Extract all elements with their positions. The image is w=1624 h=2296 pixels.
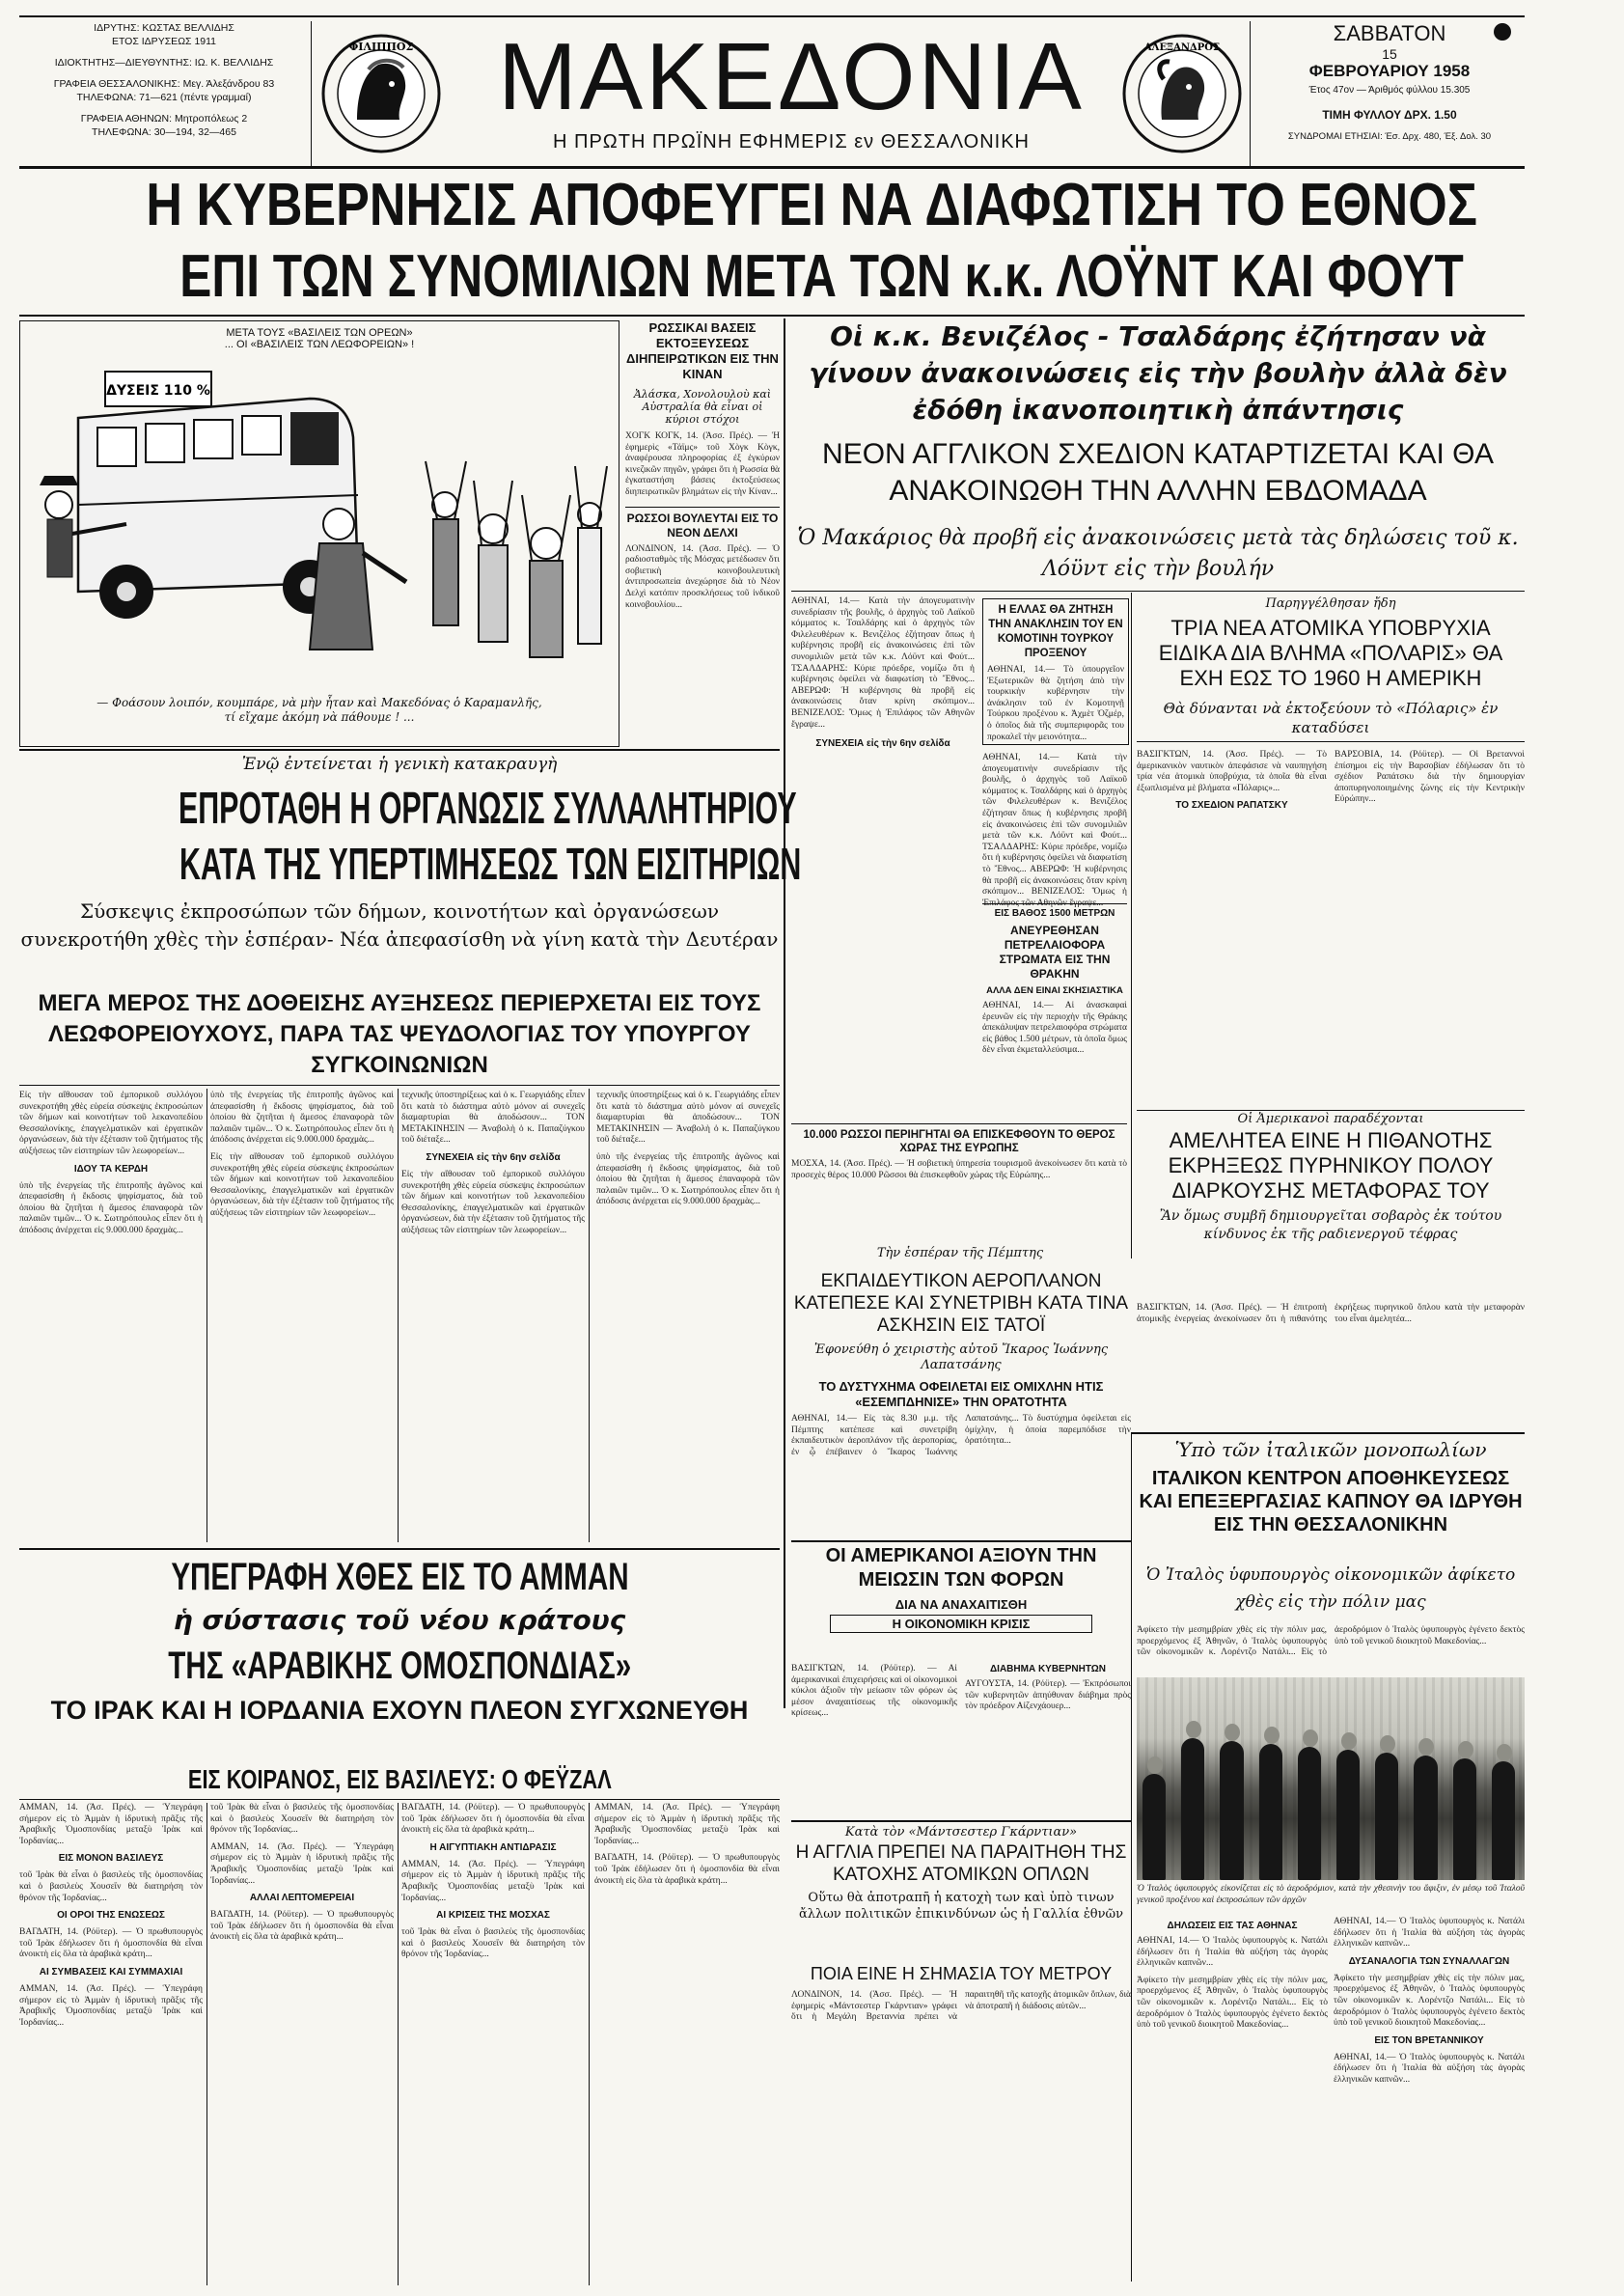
tobacco-sub-3: ΔΥΣΑΝΑΛΟΓΙΑ ΤΩΝ ΣΥΝΑΛΛΑΓΩΝ xyxy=(1348,1955,1510,1967)
taxes-body: ΒΑΣΙΓΚΤΩΝ, 14. (Ρόϋτερ). — Αἱ ἀμερικανικαὶ ἐπιχειρήσεις καὶ οἱ οἰκονομικοὶ κύκλοι ἀξιοῦν τὴν μείωσιν τῶν φόρων ὡς μέσον ἀναχαιτίσεως τῆς οἰκονομικῆς κρίσεως... xyxy=(791,1664,957,1719)
komotini-heading: Η ΕΛΛΑΣ ΘΑ ΖΗΤΗΣΗ ΤΗΝ ΑΝΑΚΛΗΣΙΝ ΤΟΥ ΕΝ ΚΟΜΟΤΙΝΗ ΤΟΥΡΚΟΥ ΠΡΟΞΕΝΟΥ xyxy=(988,604,1123,659)
philip-seal xyxy=(318,31,444,156)
photo-person xyxy=(1453,1758,1476,1880)
rally-big-1: ΕΠΡΟΤΑΘΗ Η ΟΡΓΑΝΩΣΙΣ ΣΥΛΛΑΛΗΤΗΡΙΟΥ xyxy=(178,783,797,833)
arab-col-divider-2 xyxy=(398,1803,399,2285)
makarios-deck: Ὁ Μακάριος θὰ προβῆ εἰς ἀνακοινώσεις μετὰ τὰς δηλώσεις τοῦ κ. Λόϋντ εἰς τὴν βουλήν xyxy=(797,526,1519,581)
arab-col-1 xyxy=(19,1803,203,2285)
nuclear-body-box xyxy=(1137,1303,1525,1428)
column-divider-right xyxy=(1131,593,1132,1259)
rally-col-divider-3 xyxy=(589,1089,590,1542)
rally-col-2 xyxy=(210,1091,394,1544)
cartoon-caption-bottom-2: τί εἴχαμε ἀκόμη νὰ πάθουμε ! ... xyxy=(224,710,415,724)
arab-col-divider-1 xyxy=(206,1803,207,2285)
tobacco-body-2: ΑΘΗΝΑΙ, 14.— Ὁ Ἰταλὸς ὑφυπουργὸς κ. Νατάλι ἐδήλωσεν ὅτι ἡ Ἰταλία θὰ αὐξήση τὰς ἀγορὰς ἑλληνικῶν καπνῶν... xyxy=(1137,1936,1328,1969)
rally-top-rule xyxy=(19,749,780,751)
tobacco-sub-2: ΔΗΛΩΣΕΙΣ ΕΙΣ ΤΑΣ ΑΘΗΝΑΣ xyxy=(1167,1921,1298,1931)
rally-big-2: ΚΑΤΑ ΤΗΣ ΥΠΕΡΤΙΜΗΣΕΩΣ ΤΩΝ ΕΙΣΙΤΗΡΙΩΝ xyxy=(179,839,802,889)
rally-col-divider-1 xyxy=(206,1089,207,1542)
polaris-subheading-2: ΤΟ ΣΧΕΔΙΟΝ ΡΑΠΑΤΣΚΥ xyxy=(1175,800,1288,812)
arab-body-rule xyxy=(19,1799,780,1800)
plane-article xyxy=(791,1270,1131,1536)
rally-kicker: Ἐνῷ ἐντείνεται ἡ γενικὴ κατακραυγὴ xyxy=(241,755,558,774)
alexander-seal xyxy=(1119,31,1245,156)
arab-head-5-box xyxy=(19,1762,780,1797)
rally-col-4-text-2: ὑπὸ τῆς ἐνεργείας τῆς ἐπιτροπῆς ἀγῶνος καὶ ἀπεφασίσθη ἡ ἔκδοσις ψηφίσματος, διὰ τοῦ ὁποίου θὰ ζητῆται ἡ ἄμεσος ἐπαναφορὰ τῶν παλαιῶν τιμῶν... Ὁ κ. Σωτηρόπουλος εἶπεν ὅτι ἡ ἀπόδοσις ἀνέρχεται εἰς 9.000.000 δραχμὰς... xyxy=(596,1151,780,1207)
rally-big-1-box xyxy=(19,780,797,836)
tobacco-kicker-box xyxy=(1137,1436,1525,1465)
tobacco-photo xyxy=(1137,1677,1525,1880)
plane-body: ΑΘΗΝΑΙ, 14.— Εἰς τὰς 8.30 μ.μ. τῆς Πέμπτης κατέπεσε καὶ συνετρίβη ἐκπαιδευτικὸν ἀεροπλάνον τῆς ἀεροπορίας, ἐν ᾧ ἐπέβαινεν ὁ Ἴκαρος Ἰωάννης Λαπατσάνης... Τὸ δυστύχημα ὀφείλεται εἰς ὀμίχλην, ἡ ὁποία παρεμπόδισε τὴν ὁρατότητα... xyxy=(791,1414,1131,1457)
photo-person xyxy=(1259,1744,1282,1880)
founder-line: ΙΔΡΥΤΗΣ: ΚΩΣΤΑΣ ΒΕΛΛΙΔΗΣ xyxy=(94,22,234,34)
issue-price: ΤΙΜΗ ΦΥΛΛΟΥ ΔΡΧ. 1.50 xyxy=(1322,108,1457,122)
office-thess-line: ΓΡΑΦΕΙΑ ΘΕΣΣΑΛΟΝΙΚΗΣ: Μεγ. Άλεξάνδρου 83 xyxy=(53,78,275,90)
issue-month-year: ΦΕΒΡΟΥΑΡΙΟΥ 1958 xyxy=(1308,62,1471,80)
arab-col-divider-3 xyxy=(589,1803,590,2285)
masthead-subtitle-box xyxy=(454,131,1129,158)
nuclear-article xyxy=(1137,1110,1525,1304)
gaitskell-heading-2: ΠΟΙΑ ΕΙΝΕ Η ΣΗΜΑΣΙΑ ΤΟΥ ΜΕΤΡΟΥ xyxy=(810,1964,1113,1983)
rally-deck-box xyxy=(19,898,780,986)
polaris-body: ΒΑΣΙΓΚΤΩΝ, 14. (Άσσ. Πρές). — Τὸ ἀμερικανικὸν ναυτικὸν ἀπεφάσισε νὰ ναυπηγήση τρία νέα ἀτομικὰ ὑποβρύχια, τὰ ὁποῖα θὰ εἶναι ἐξωπλισμένα μὲ βλήματα «Πόλαρις»... xyxy=(1137,750,1327,793)
cartoon-panel xyxy=(19,320,619,747)
masthead-bottom-rule xyxy=(19,166,1525,169)
rally-big-2-box xyxy=(19,836,802,892)
rally-col-4 xyxy=(596,1091,780,1544)
tobacco-caption: Ὁ Ἰταλὸς ὑφυπουργὸς εἰκονίζεται εἰς τὸ ἀεροδρόμιον, κατὰ τὴν χθεσινὴν του ἄφιξιν, ἐν μέσῳ τοῦ Ἰταλοῦ γενικοῦ προξένου καὶ ἐκπροσώπων τῶν ἀρχῶν xyxy=(1137,1884,1525,1905)
rally-deck: Σύσκεψις ἐκπροσώπων τῶν δήμων, κοινοτήτων καὶ ὀργανώσεων συνεκροτήθη χθὲς τὴν ἑσπέραν- Νέα ἀπεφασίσθη νὰ γίνη κατὰ τὴν Δευτέραν xyxy=(20,899,779,951)
page-badge-icon xyxy=(1494,23,1511,41)
gaitskell-head2-box xyxy=(791,1961,1131,1988)
arab-head-2: ἡ σύστασις τοῦ νέου κράτους xyxy=(173,1604,626,1636)
rally-col-1-text: Εἰς τὴν αἴθουσαν τοῦ ἐμπορικοῦ συλλόγου συνεκροτήθη χθὲς εὐρεία σύσκεψις ἐκπροσώπων τῶν δήμων καὶ κοινοτήτων τοῦ λεκανοπεδίου Θεσσαλονίκης, ἐπαγγελματικῶν καὶ ἐργατικῶν ὀργανώσεων, διὰ τὴν ἐξέτασιν τοῦ ζητήματος τῆς αὐξήσεως τῶν εἰσιτηρίων τῶν λεωφορείων... xyxy=(19,1091,203,1156)
headline-line-1: Η ΚΥΒΕΡΝΗΣΙΣ ΑΠΟΦΕΥΓΕΙ ΝΑ ΔΙΑΦΩΤΙΣΗ ΤΟ ΕΘΝΟΣ xyxy=(146,172,1478,238)
masthead-divider-left xyxy=(311,21,312,166)
tourists-heading: 10.000 ΡΩΣΣΟΙ ΠΕΡΙΗΓΗΤΑΙ ΘΑ ΕΠΙΣΚΕΦΘΟΥΝ ΤΟ ΘΕΡΟΣ ΧΩΡΑΣ ΤΗΣ ΕΥΡΩΠΗΣ xyxy=(803,1129,1115,1154)
masthead-divider-right xyxy=(1250,21,1251,166)
komotini-box xyxy=(982,598,1129,745)
plane-heading-2: ΤΟ ΔΥΣΤΥΧΗΜΑ ΟΦΕΙΛΕΤΑΙ ΕΙΣ ΟΜΙΧΛΗΝ ΗΤΙΣ «ΕΣΕΜΠΔΗΝΙΣΕ» ΤΗΝ ΟΡΑΤΟΤΗΤΑ xyxy=(818,1379,1104,1409)
cartoon-caption-top-1: ΜΕΤΑ ΤΟΥΣ «ΒΑΣΙΛΕΙΣ ΤΩΝ ΟΡΕΩΝ» xyxy=(226,327,413,339)
arab-col-1-sub-3: ΑΙ ΣΥΜΒΑΣΕΙΣ ΚΑΙ ΣΥΜΜΑΧΙΑΙ xyxy=(39,1966,183,1978)
arab-col-1-text: ΑΜΜΑΝ, 14. (Άσ. Πρές). — Ὑπεγράφη σήμερον εἰς τὸ Ἀμμὰν ἡ ἰδρυτικὴ πρᾶξις τῆς Ἀραβικῆς Ὁμοσπονδίας μεταξὺ Ἰρὰκ καὶ Ἰορδανίας... xyxy=(19,1803,203,1846)
cartoon-caption-bottom-1: — Φοάσουν λοιπόν, κουμπάρε, νὰ μὴν ἦταν καὶ Μακεδόνας ὁ Καραμανλῆς, xyxy=(96,696,542,709)
arab-head-5: ΕΙΣ ΚΟΙΡΑΝΟΣ, ΕΙΣ ΒΑΣΙΛΕΥΣ: Ο ΦΕΫΖΑΛ xyxy=(187,1764,612,1794)
china-heading: ΡΩΣΣΙΚΑΙ ΒΑΣΕΙΣ ΕΚΤΟΞΕΥΣΕΩΣ ΔΙΗΠΕΙΡΩΤΙΚΩΝ ΕΙΣ ΤΗΝ ΚΙΝΑΝ xyxy=(626,320,779,381)
headline-line-2-box xyxy=(19,241,1525,313)
gaitskell-heading: Η ΑΓΓΛΙΑ ΠΡΕΠΕΙ ΝΑ ΠΑΡΑΙΤΗΘΗ ΤΗΣ ΚΑΤΟΧΗΣ ΑΤΟΜΙΚΩΝ ΟΠΛΩΝ xyxy=(795,1842,1127,1885)
headline-line-2: ΕΠΙ ΤΩΝ ΣΥΝΟΜΙΛΙΩΝ ΜΕΤΑ ΤΩΝ κ.κ. ΛΟΫΝΤ ΚΑΙ ΦΟΥΤ xyxy=(179,243,1464,310)
masthead-left-info xyxy=(19,21,309,164)
china-heading-2: ΡΩΣΣΟΙ ΒΟΥΛΕΥΤΑΙ ΕΙΣ ΤΟ ΝΕΟΝ ΔΕΛΧΙ xyxy=(625,507,780,540)
taxes-body-3: ΑΥΓΟΥΣΤΑ, 14. (Ρόϋτερ). — Ἐκπρόσωποι τῶν κυβερνητῶν ἀπηύθυναν διάβημα πρὸς τὸν πρόεδρον Αἰζενχάουερ... xyxy=(965,1679,1131,1712)
tobacco-sub-box xyxy=(1137,1562,1525,1621)
polaris-body-2: ΒΑΡΣΟΒΙΑ, 14. (Ρόϋτερ). — Οἱ Βρεταννοὶ ἐπίσημοι εἰς τὴν Βαρσοβίαν ἐδήλωσαν ὅτι τὸ σχέδιον Ραπάτσκυ διὰ τὴν δημιουργίαν ἀποπυρηνοποιημένης ζώνης εἰς τὴν Κεντρικὴν Εὐρώπην... xyxy=(1335,750,1525,805)
polaris-subheading: Θὰ δύνανται νὰ ἐκτοξεύουν τὸ «Πόλαρις» ἐν καταδύσει xyxy=(1137,699,1525,742)
gaitskell-top-rule xyxy=(791,1820,1131,1822)
photo-person xyxy=(1220,1741,1243,1880)
arab-col-2 xyxy=(210,1803,394,2285)
rally-col-divider-2 xyxy=(398,1089,399,1542)
column-divider-center xyxy=(784,318,785,1708)
china-body: ΧΟΓΚ ΚΟΓΚ, 14. (Άσσ. Πρές). — Ἡ ἐφημερὶς «Τάϊμς» τοῦ Χὸγκ Κὸγκ, ἀναφέρουσα πληροφορίας ἐξ ἐγκύρων κινεζικῶν πηγῶν, γράφει ὅτι ἡ Ρωσσία θὰ ἐγκαταστήση βάσεις ἐκτοξεύσεως διηπειρωτικῶν βλημάτων εἰς τὴν Κίναν... xyxy=(625,431,780,497)
taxes-sub-3: ΔΙΑΒΗΜΑ ΚΥΒΕΡΝΗΤΩΝ xyxy=(989,1664,1107,1674)
venizelos-continues: ΣΥΝΕΧΕΙΑ εἰς τὴν 6ην σελίδα xyxy=(815,738,950,750)
owner-line: ΙΔΙΟΚΤΗΤΗΣ—ΔΙΕΥΘΥΝΤΗΣ: ΙΩ. Κ. ΒΕΛΛΙΔΗΣ xyxy=(54,57,274,69)
photo-person xyxy=(1298,1747,1321,1880)
komotini-continued xyxy=(982,753,1127,908)
founded-line: ΕΤΟΣ ΙΔΡΥΣΕΩΣ 1911 xyxy=(111,36,217,47)
tobacco-kicker: Ὑπὸ τῶν ἰταλικῶν μονοπωλίων xyxy=(1174,1438,1487,1461)
headline-bottom-rule xyxy=(19,315,1525,317)
nuclear-subheading: Ἂν ὅμως συμβῆ δημιουργεῖται σοβαρὸς ἐκ τούτου κίνδυνος ἐκ τῆς ραδιενεργοῦ τέφρας xyxy=(1159,1208,1502,1242)
china-body-2: ΛΟΝΔΙΝΟΝ, 14. (Άσσ. Πρές). — Ὁ ραδιοσταθμὸς τῆς Μόσχας μετέδωσεν ὅτι σοβιετικὴ κοινοβουλευτικὴ ἀντιπροσωπεία ἀνεχώρησε διὰ τὸ Νέον Δελχὶ κατόπιν προσκλήσεως τοῦ ἰνδικοῦ κοινοβουλίου... xyxy=(625,543,780,610)
rally-col-1-sub: ΙΔΟΥ ΤΑ ΚΕΡΔΗ xyxy=(73,1163,149,1175)
photo-person xyxy=(1492,1761,1515,1880)
rally-col-4-text: τεχνικῆς ὑποστηρίξεως καὶ ὁ κ. Γεωργιάδης εἶπεν ὅτι κατὰ τὸ διάστημα αὐτὸ μόνον αἱ συνεχεῖς διαμαρτυρίαι θὰ ἀποδώσουν... ΤΟΝ ΜΕΤΑΚΙΝΗΣΙΝ — Ἀναβολὴ ὁ κ. Παπαζύγκου τοῦ διέταξε... xyxy=(596,1091,780,1146)
column-divider-right-lower xyxy=(1131,1432,1132,2282)
nuclear-heading: ΑΜΕΛΗΤΕΑ ΕΙΝΕ Η ΠΙΘΑΝΟΤΗΣ ΕΚΡΗΞΕΩΣ ΠΥΡΗΝΙΚΟΥ ΠΟΛΟΥ ΔΙΑΡΚΟΥΣΗΣ ΜΕΤΑΦΟΡΑΣ ΤΟΥ xyxy=(1168,1128,1494,1203)
taxes-heading: ΟΙ ΑΜΕΡΙΚΑΝΟΙ ΑΞΙΟΥΝ ΤΗΝ ΜΕΙΩΣΙΝ ΤΩΝ ΦΟΡΩΝ xyxy=(825,1545,1097,1591)
arab-col-1-sub-1: ΕΙΣ ΜΟΝΟΝ ΒΑΣΙΛΕΥΣ xyxy=(58,1853,164,1865)
photo-person xyxy=(1414,1756,1437,1880)
photo-person xyxy=(1181,1738,1204,1880)
oil-subheading: ΑΛΛΑ ΔΕΝ ΕΙΝΑΙ ΣΚΗΣΙΑΣΤΙΚΑ xyxy=(986,985,1123,996)
arab-col-3-text-3: τοῦ Ἰρὰκ θὰ εἶναι ὁ βασιλεὺς τῆς ὁμοσπονδίας καὶ ὁ βασιλεὺς Χουσεΐν θὰ διατηρήση τὸν θρόνον τῆς Ἰορδανίας... xyxy=(401,1927,585,1960)
photo-person xyxy=(1375,1753,1398,1880)
tobacco-heading-box xyxy=(1137,1467,1525,1560)
arab-col-4-text-2: ΒΑΓΔΑΤΗ, 14. (Ρόϋτερ). — Ὁ πρωθυπουργὸς τοῦ Ἰρὰκ ἐδήλωσεν ὅτι ἡ ὁμοσπονδία θὰ εἶναι ἀνοικτὴ εἰς ὅλα τὰ ἀραβικὰ κράτη... xyxy=(594,1853,780,1886)
tobacco-body-5: ΑΘΗΝΑΙ, 14.— Ὁ Ἰταλὸς ὑφυπουργὸς κ. Νατάλι ἐδήλωσεν ὅτι ἡ Ἰταλία θὰ αὐξήση τὰς ἀγορὰς ἑλληνικῶν καπνῶν... xyxy=(1334,2052,1525,2085)
gaitskell-body-box xyxy=(791,1990,1131,2280)
headline-line-1-box xyxy=(19,170,1525,241)
venizelos-body xyxy=(791,596,975,1118)
rally-col-3-sub: ΣΥΝΕΧΕΙΑ εἰς τὴν 6ην σελίδα xyxy=(426,1151,561,1163)
china-subheading: Ἀλάσκα, Χονολουλοὺ καὶ Αὐστραλία θὰ εἶναι οἱ κύριοι στόχοι xyxy=(633,388,772,426)
oil-label: ΕΙΣ ΒΑΘΟΣ 1500 ΜΕΤΡΩΝ xyxy=(994,908,1115,919)
tobacco-top-rule xyxy=(1131,1432,1525,1434)
oil-body: ΑΘΗΝΑΙ, 14.— Αἱ ἀνασκαφαὶ ἐρευνῶν εἰς τὴν περιοχὴν τῆς Θράκης ἀπεκάλυψαν πετρελαιοφόρα στρώματα εἰς βάθος 1.500 μέτρων, τὰ ὁποῖα ὅμως δὲν εἶναι ἐκμεταλλεύσιμα... xyxy=(982,1001,1127,1056)
rally-col-1-text-2: ὑπὸ τῆς ἐνεργείας τῆς ἐπιτροπῆς ἀγῶνος καὶ ἀπεφασίσθη ἡ ἔκδοσις ψηφίσματος, διὰ τοῦ ὁποίου θὰ ζητῆται ἡ ἄμεσος ἐπαναφορὰ τῶν παλαιῶν τιμῶν... Ὁ κ. Σωτηρόπουλος εἶπεν ὅτι ἡ ἀπόδοσις ἀνέρχεται εἰς 9.000.000 δραχμὰς... xyxy=(19,1180,203,1235)
arab-col-2-text-2: ΒΑΓΔΑΤΗ, 14. (Ρόϋτερ). — Ὁ πρωθυπουργὸς τοῦ Ἰρὰκ ἐδήλωσεν ὅτι ἡ ὁμοσπονδία θὰ εἶναι ἀνοικτὴ εἰς ὅλα τὰ ἀραβικὰ κράτη... xyxy=(210,1910,394,1943)
oil-article xyxy=(982,903,1127,1128)
oil-heading: ΑΝΕΥΡΕΘΗΣΑΝ ΠΕΤΡΕΛΑΙΟΦΟΡΑ ΣΤΡΩΜΑΤΑ ΕΙΣ ΤΗΝ ΘΡΑΚΗΝ xyxy=(999,924,1111,981)
gaitskell-heading-box xyxy=(791,1824,1131,1959)
taxes-sub-2: Η ΟΙΚΟΝΟΜΙΚΗ ΚΡΙΣΙΣ xyxy=(830,1615,1092,1633)
rally-col-3-text: τεχνικῆς ὑποστηρίξεως καὶ ὁ κ. Γεωργιάδης εἶπεν ὅτι κατὰ τὸ διάστημα αὐτὸ μόνον αἱ συνεχεῖς διαμαρτυρίαι θὰ ἀποδώσουν... ΤΟΝ ΜΕΤΑΚΙΝΗΣΙΝ — Ἀναβολὴ ὁ κ. Παπαζύγκου τοῦ διέταξε... xyxy=(401,1091,585,1146)
taxes-columns xyxy=(791,1664,1131,1720)
issue-day: ΣΑΒΒΑΤΟΝ xyxy=(1333,21,1446,45)
taxes-sub-1: ΔΙΑ ΝΑ ΑΝΑΧΑΙΤΙΣΘΗ xyxy=(895,1597,1028,1612)
issue-subscription: ΣΥΝΔΡΟΜΑΙ ΕΤΗΣΙΑΙ: Έσ. Δρχ. 480, Έξ. Δολ. 30 xyxy=(1287,131,1492,142)
arab-col-3-sub-2: ΑΙ ΚΡΙΣΕΙΣ ΤΗΣ ΜΟΣΧΑΣ xyxy=(436,1910,550,1922)
arab-col-1-text-3: ΒΑΓΔΑΤΗ, 14. (Ρόϋτερ). — Ὁ πρωθυπουργὸς τοῦ Ἰρὰκ ἐδήλωσεν ὅτι ἡ ὁμοσπονδία θὰ εἶναι ἀνοικτὴ εἰς ὅλα τὰ ἀραβικὰ κράτη... xyxy=(19,1927,203,1960)
rally-kicker-box xyxy=(19,753,780,778)
rally-col-2-text: ὑπὸ τῆς ἐνεργείας τῆς ἐπιτροπῆς ἀγῶνος καὶ ἀπεφασίσθη ἡ ἔκδοσις ψηφίσματος, διὰ τοῦ ὁποίου θὰ ζητῆται ἡ ἄμεσος ἐπαναφορὰ τῶν παλαιῶν τιμῶν... Ὁ κ. Σωτηρόπουλος εἶπεν ὅτι ἡ ἀπόδοσις ἀνέρχεται εἰς 9.000.000 δραχμὰς... xyxy=(210,1091,394,1146)
arab-col-1-text-2: τοῦ Ἰρὰκ θὰ εἶναι ὁ βασιλεὺς τῆς ὁμοσπονδίας καὶ ὁ βασιλεὺς Χουσεΐν θὰ διατηρήση τὸν θρόνον τῆς Ἰορδανίας... xyxy=(19,1870,203,1903)
polaris-kicker: Παρηγγέλθησαν ἤδη xyxy=(1265,596,1396,611)
newspaper-title: ΜΑΚΕΔΟΝΙΑ xyxy=(498,23,1085,129)
arab-head-1-box xyxy=(19,1552,780,1602)
arab-head-3: ΤΗΣ «ΑΡΑΒΙΚΗΣ ΟΜΟΣΠΟΝΔΙΑΣ» xyxy=(168,1645,631,1687)
taxes-body-box xyxy=(791,1664,1131,1818)
arab-col-2-text-b: ΑΜΜΑΝ, 14. (Άσ. Πρές). — Ὑπεγράφη σήμερον εἰς τὸ Ἀμμὰν ἡ ἰδρυτικὴ πρᾶξις τῆς Ἀραβικῆς Ὁμοσπονδίας μεταξὺ Ἰρὰκ καὶ Ἰορδανίας... xyxy=(210,1841,394,1886)
arab-head-4: ΤΟ ΙΡΑΚ ΚΑΙ Η ΙΟΡΔΑΝΙΑ ΕΧΟΥΝ ΠΛΕΟΝ ΣΥΓΧΩΝΕΥΘΗ xyxy=(50,1696,749,1725)
plane-kicker: Τὴν ἑσπέραν τῆς Πέμπτης xyxy=(876,1246,1044,1260)
venizelos-deck-rule xyxy=(791,591,1525,592)
arab-head-1: ΥΠΕΓΡΑΦΗ ΧΘΕΣ ΕΙΣ ΤΟ ΑΜΜΑΝ xyxy=(170,1556,629,1598)
venizelos-headline-box xyxy=(791,318,1525,432)
rally-col-3-text-2: Εἰς τὴν αἴθουσαν τοῦ ἐμπορικοῦ συλλόγου συνεκροτήθη χθὲς εὐρεία σύσκεψις ἐκπροσώπων τῶν δήμων καὶ κοινοτήτων τοῦ λεκανοπεδίου Θεσσαλονίκης, ἐπαγγελματικῶν καὶ ἐργατικῶν ὀργανώσεων, διὰ τὴν ἐξέτασιν τοῦ ζητήματος τῆς αὐξήσεως τῶν εἰσιτηρίων τῶν λεωφορείων... xyxy=(401,1169,585,1235)
taxes-top-rule xyxy=(791,1540,1131,1542)
venizelos-headline: Οἱ κ.κ. Βενιζέλος - Τσαλδάρης ἐζήτησαν νὰ γίνουν ἀνακοινώσεις εἰς τὴν βουλὴν ἀλλὰ δὲν ἐδόθη ἱκανοποιητικὴ ἀπάντησις xyxy=(809,320,1507,426)
polaris-article xyxy=(1137,596,1525,1108)
arab-top-rule xyxy=(19,1548,780,1550)
polaris-heading: ΤΡΙΑ ΝΕΑ ΑΤΟΜΙΚΑ ΥΠΟΒΡΥΧΙΑ ΕΙΔΙΚΑ ΔΙΑ ΒΛΗΜΑ «ΠΟΛΑΡΙΣ» ΘΑ ΕΧΗ ΕΩΣ ΤΟ 1960 Η ΑΜΕΡΙΚΗ xyxy=(1158,616,1503,690)
polaris-body-columns xyxy=(1137,750,1525,812)
arab-col-4-text: ΑΜΜΑΝ, 14. (Άσ. Πρές). — Ὑπεγράφη σήμερον εἰς τὸ Ἀμμὰν ἡ ἰδρυτικὴ πρᾶξις τῆς Ἀραβικῆς Ὁμοσπονδίας μεταξὺ Ἰρὰκ καὶ Ἰορδανίας... xyxy=(594,1803,780,1846)
rally-head2-box xyxy=(19,988,780,1083)
tobacco-body-4: Ἀφίκετο τὴν μεσημβρίαν χθὲς εἰς τὴν πόλιν μας, προερχόμενος ἐξ Ἀθηνῶν, ὁ Ἰταλὸς ὑφυπουργὸς τῶν οἰκονομικῶν κ. Λορέντζο Νατάλι... Εἰς τὸ ἀεροδρόμιον ὁ Ἰταλὸς ὑφυπουργὸς ἐγένετο δεκτὸς ὑπὸ τοῦ γενικοῦ διοικητοῦ Μακεδονίας... xyxy=(1334,1973,1525,2029)
tobacco-heading: ΙΤΑΛΙΚΟΝ ΚΕΝΤΡΟΝ ΑΠΟΘΗΚΕΥΣΕΩΣ ΚΑΙ ΕΠΕΞΕΡΓΑΣΙΑΣ ΚΑΠΝΟΥ ΘΑ ΙΔΡΥΘΗ ΕΙΣ ΤΗΝ ΘΕΣΣΑΛΟΝΙΚΗΝ xyxy=(1139,1468,1523,1535)
venizelos-body-text: ΑΘΗΝΑΙ, 14.— Κατὰ τὴν ἀπογευματινὴν συνεδρίασιν τῆς βουλῆς, ὁ ἀρχηγὸς τοῦ Λαϊκοῦ κόμματος κ. Τσαλδάρης καὶ ὁ ἀρχηγὸς τῶν Φιλελευθέρων κ. Βενιζέλος ἐζήτησαν ὅπως ἡ κυβέρνησις προβῆ εἰς ἀνακοινώσεις ἐπὶ τῶν συνομιλιῶν μετὰ τῶν κ.κ. Λόϋντ καὶ Φούτ... ΤΣΑΛΔΑΡΗΣ: Κύριε πρόεδρε, νομίζω ὅτι ἡ κυβέρνησις ὀφείλει νὰ διαφωτίση τὸ Ἔθνος... ΑΒΕΡΩΦ: Ἡ κυβέρνησις θὰ προβῆ εἰς ἀνακοινώσεις ὅταν κρίνη σκόπιμον... ΒΕΝΙΖΕΛΟΣ: Ὅμως ἡ Ἐπιλάφος τῶν Αθηνῶν ἔγραψε... xyxy=(791,596,975,730)
seal-left-text: ΦΙΛΙΠΠΟΣ xyxy=(348,41,414,53)
arab-col-2-sub: ΑΛΛΑΙ ΛΕΠΤΟΜΕΡΕΙΑΙ xyxy=(249,1893,355,1904)
photo-person xyxy=(1142,1774,1166,1880)
british-plan-headline-box xyxy=(791,436,1525,519)
office-athens-line: ΓΡΑΦΕΙΑ ΑΘΗΝΩΝ: Μητροπόλεως 2 xyxy=(80,113,248,124)
arab-head-4-box xyxy=(19,1695,780,1758)
komotini-body: ΑΘΗΝΑΙ, 14.— Τὸ ὑπουργεῖον Ἐξωτερικῶν θὰ ζητήση ἀπὸ τὴν τουρκικὴν κυβέρνησιν τὴν ἀνάκλησιν τοῦ ἐν Κομοτηνῇ Τούρκου προξένου κ. Ἀχμὲτ Ὀζμέρ, ὁ ὁποῖος διὰ τῆς συμπεριφορᾶς του προκαλεῖ τὴν μειονότητα... xyxy=(987,665,1124,742)
newspaper-subtitle: Η ΠΡΩΤΗ ΠΡΩΪΝΗ ΕΦΗΜΕΡΙΣ εν ΘΕΣΣΑΛΟΝΙΚΗ xyxy=(553,131,1030,152)
nuclear-kicker: Οἱ Ἀμερικανοὶ παραδέχονται xyxy=(1237,1112,1424,1126)
rally-body-rule xyxy=(19,1085,780,1086)
issue-number: Έτος 47ον — Άριθμός φύλλου 15.305 xyxy=(1308,85,1471,96)
arab-col-3-text-2: ΑΜΜΑΝ, 14. (Άσ. Πρές). — Ὑπεγράφη σήμερον εἰς τὸ Ἀμμὰν ἡ ἰδρυτικὴ πρᾶξις τῆς Ἀραβικῆς Ὁμοσπονδίας μεταξὺ Ἰρὰκ καὶ Ἰορδανίας... xyxy=(401,1859,585,1903)
arab-col-3-sub-1: Η ΑΙΓΥΠΤΙΑΚΗ ΑΝΤΙΔΡΑΣΙΣ xyxy=(429,1841,557,1853)
cartoon-sign-text: ΔΥΣΕΙΣ 110 % xyxy=(106,383,210,399)
venizelos-body-cont: ΑΘΗΝΑΙ, 14.— Κατὰ τὴν ἀπογευματινὴν συνεδρίασιν τῆς βουλῆς, ὁ ἀρχηγὸς τοῦ Λαϊκοῦ κόμματος κ. Τσαλδάρης καὶ ὁ ἀρχηγὸς τῶν Φιλελευθέρων κ. Βενιζέλος ἐζήτησαν ὅπως ἡ κυβέρνησις προβῆ εἰς ἀνακοινώσεις ἐπὶ τῶν συνομιλιῶν μετὰ τῶν κ.κ. Λόϋντ καὶ Φούτ... ΤΣΑΛΔΑΡΗΣ: Κύριε πρόεδρε, νομίζω ὅτι ἡ κυβέρνησις ὀφείλει νὰ διαφωτίση τὸ Ἔθνος... ΑΒΕΡΩΦ: Ἡ κυβέρνησις θὰ προβῆ εἰς ἀνακοινώσεις ὅταν κρίνη σκόπιμον... ΒΕΝΙΖΕΛΟΣ: Ὅμως ἡ Ἐπιλάφος τῶν Αθηνῶν ἔγραψε... xyxy=(982,753,1127,908)
tobacco-sub-4: ΕΙΣ ΤΟΝ ΒΡΕΤΑΝΝΙΚΟΥ xyxy=(1374,2034,1484,2046)
seal-right-text: ΑΛΕΞΑΝΔΡΟΣ xyxy=(1143,42,1221,53)
rally-col-3 xyxy=(401,1091,585,1544)
issue-date-num: 15 xyxy=(1382,46,1397,62)
arab-col-1-sub-2: ΟΙ ΟΡΟΙ ΤΗΣ ΕΝΩΣΕΩΣ xyxy=(57,1910,165,1922)
tobacco-col-b xyxy=(1334,1917,1525,2283)
masthead-title-box xyxy=(454,23,1129,129)
gaitskell-kicker: Κατὰ τὸν «Μάντσεστερ Γκάρντιαν» xyxy=(844,1825,1078,1840)
cartoon-caption-top-2: ... ΟΙ «ΒΑΣΙΛΕΙΣ ΤΩΝ ΛΕΩΦΟΡΕΙΩΝ» ! xyxy=(224,339,415,350)
masthead-right-info xyxy=(1254,21,1525,166)
photo-person xyxy=(1336,1750,1360,1880)
tourists-article xyxy=(791,1123,1127,1240)
cartoon-illustration xyxy=(20,360,619,688)
arab-col-4 xyxy=(594,1803,780,2285)
china-article xyxy=(625,320,780,745)
plane-subheading: Ἐφονεύθη ὁ χειριστὴς αὐτοῦ Ἴκαρος Ἰωάννης Λαπατσάνης xyxy=(813,1342,1109,1372)
plane-kicker-box xyxy=(791,1245,1129,1264)
arab-head-2-box xyxy=(19,1602,780,1639)
arab-col-3-text: ΒΑΓΔΑΤΗ, 14. (Ρόϋτερ). — Ὁ πρωθυπουργὸς τοῦ Ἰρὰκ ἐδήλωσεν ὅτι ἡ ὁμοσπονδία θὰ εἶναι ἀνοικτὴ εἰς ὅλα τὰ ἀραβικὰ κράτη... xyxy=(401,1803,585,1836)
tobacco-body: Ἀφίκετο τὴν μεσημβρίαν χθὲς εἰς τὴν πόλιν μας, προερχόμενος ἐξ Ἀθηνῶν, ὁ Ἰταλὸς ὑφυπουργὸς τῶν οἰκονομικῶν κ. Λορέντζο Νατάλι... Εἰς τὸ ἀεροδρόμιον ὁ Ἰταλὸς ὑφυπουργὸς ἐγένετο δεκτὸς ὑπὸ τοῦ γενικοῦ διοικητοῦ Μακεδονίας... xyxy=(1137,1625,1525,1658)
top-rule xyxy=(19,15,1525,17)
cartoon-caption-bottom xyxy=(20,696,619,725)
tobacco-body-box xyxy=(1137,1625,1525,1674)
tobacco-body-3: ΑΘΗΝΑΙ, 14.— Ὁ Ἰταλὸς ὑφυπουργὸς κ. Νατάλι ἐδήλωσεν ὅτι ἡ Ἰταλία θὰ αὐξήση τὰς ἀγορὰς ἑλληνικῶν καπνῶν... xyxy=(1334,1917,1525,1950)
rally-col-1 xyxy=(19,1091,203,1544)
gaitskell-subheading: Οὕτω θὰ ἀποτραπῆ ἡ κατοχὴ των καὶ ὑπὸ τινων ἄλλων πολιτικῶν ἐπικινδύνων ὡς ἡ Γαλλία ἐθνῶν xyxy=(798,1891,1124,1922)
arab-col-2-text: τοῦ Ἰρὰκ θὰ εἶναι ὁ βασιλεὺς τῆς ὁμοσπονδίας καὶ ὁ βασιλεὺς Χουσεΐν θὰ διατηρήση τὸν θρόνον τῆς Ἰορδανίας... xyxy=(210,1803,394,1836)
tourists-body: ΜΟΣΧΑ, 14. (Άσσ. Πρές). — Ἡ σοβιετικὴ ὑπηρεσία τουρισμοῦ ἀνεκοίνωσεν ὅτι κατὰ τὸ προσεχὲς θέρος 10.000 Ρῶσσοι θὰ ἐπισκεφθοῦν χώρας τῆς Εὐρώπης... xyxy=(791,1159,1127,1180)
british-plan-headline: ΝΕΟΝ ΑΓΓΛΙΚΟΝ ΣΧΕΔΙΟΝ ΚΑΤΑΡΤΙΖΕΤΑΙ ΚΑΙ ΘΑ ΑΝΑΚΟΙΝΩΘΗ ΤΗΝ ΑΛΛΗΝ ΕΒΔΟΜΑΔΑ xyxy=(822,438,1494,507)
tobacco-col-a xyxy=(1137,1917,1328,2283)
plane-heading: ΕΚΠΑΙΔΕΥΤΙΚΟΝ ΑΕΡΟΠΛΑΝΟΝ ΚΑΤΕΠΕΣΕ ΚΑΙ ΣΥΝΕΤΡΙΒΗ ΚΑΤΑ ΤΙΝΑ ΑΣΚΗΣΙΝ ΕΙΣ ΤΑΤΟΪ xyxy=(793,1271,1129,1336)
taxes-heading-box xyxy=(791,1544,1131,1662)
phones-athens-line: ΤΗΛΕΦΩΝΑ: 30—194, 32—465 xyxy=(92,126,236,138)
rally-col-2-text-2: Εἰς τὴν αἴθουσαν τοῦ ἐμπορικοῦ συλλόγου συνεκροτήθη χθὲς εὐρεία σύσκεψις ἐκπροσώπων τῶν δήμων καὶ κοινοτήτων τοῦ λεκανοπεδίου Θεσσαλονίκης, ἐπαγγελματικῶν καὶ ἐργατικῶν ὀργανώσεων, διὰ τὴν ἐξέτασιν τοῦ ζητήματος τῆς αὐξήσεως τῶν εἰσιτηρίων τῶν λεωφορείων... xyxy=(210,1151,394,1218)
tobacco-caption-box xyxy=(1137,1884,1525,1913)
arab-col-3 xyxy=(401,1803,585,2285)
arab-col-1-text-4: ΑΜΜΑΝ, 14. (Άσ. Πρές). — Ὑπεγράφη σήμερον εἰς τὸ Ἀμμὰν ἡ ἰδρυτικὴ πρᾶξις τῆς Ἀραβικῆς Ὁμοσπονδίας μεταξὺ Ἰρὰκ καὶ Ἰορδανίας... xyxy=(19,1983,203,2028)
tobacco-subheading: Ὁ Ἰταλὸς ὑφυπουργὸς οἰκονομικῶν ἀφίκετο χθὲς εἰς τὴν πόλιν μας xyxy=(1145,1565,1516,1612)
makarios-deck-box xyxy=(791,523,1525,589)
nuclear-body: ΒΑΣΙΓΚΤΩΝ, 14. (Άσσ. Πρές). — Ἡ ἐπιτροπὴ ἀτομικῆς ἐνεργείας ἀνεκοίνωσεν ὅτι ἡ πιθανότης ἐκρήξεως πυρηνικοῦ ὅπλου κατὰ τὴν μεταφορὰν του εἶναι ἀμελητέα... xyxy=(1137,1303,1525,1324)
arab-head-3-box xyxy=(19,1641,780,1691)
tobacco-body-2b: Ἀφίκετο τὴν μεσημβρίαν χθὲς εἰς τὴν πόλιν μας, προερχόμενος ἐξ Ἀθηνῶν, ὁ Ἰταλὸς ὑφυπουργὸς τῶν οἰκονομικῶν κ. Λορέντζο Νατάλι... Εἰς τὸ ἀεροδρόμιον ὁ Ἰταλὸς ὑφυπουργὸς ἐγένετο δεκτὸς ὑπὸ τοῦ γενικοῦ διοικητοῦ Μακεδονίας... xyxy=(1137,1975,1328,2031)
rally-head2: ΜΕΓΑ ΜΕΡΟΣ ΤΗΣ ΔΟΘΕΙΣΗΣ ΑΥΞΗΣΕΩΣ ΠΕΡΙΕΡΧΕΤΑΙ ΕΙΣ ΤΟΥΣ ΛΕΩΦΟΡΕΙΟΥΧΟΥΣ, ΠΑΡΑ ΤΑΣ ΨΕΥΔΟΛΟΓΙΑΣ ΤΟΥ ΥΠΟΥΡΓΟΥ ΣΥΓΚΟΙΝΩΝΙΩΝ xyxy=(38,990,761,1078)
gaitskell-body: ΛΟΝΔΙΝΟΝ, 14. (Άσσ. Πρές). — Ἡ ἐφημερὶς «Μάντσεστερ Γκάρντιαν» γράφει ὅτι ἡ Μεγάλη Βρεταννία πρέπει νὰ παραιτηθῆ τῆς κατοχῆς ἀτομικῶν ὅπλων, διὰ νὰ ἀποτραπῆ ἡ διάδοσις αὐτῶν... xyxy=(791,1990,1131,2023)
phones-thess-line: ΤΗΛΕΦΩΝΑ: 71—621 (πέντε γραμμαί) xyxy=(76,92,252,103)
